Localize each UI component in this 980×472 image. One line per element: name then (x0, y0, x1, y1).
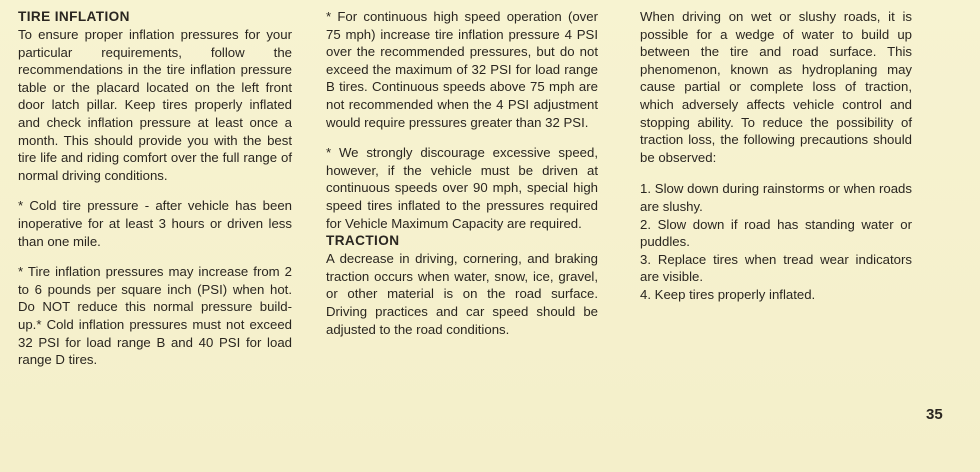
column-hydroplaning (640, 8, 912, 304)
page-number: 35 (926, 406, 943, 423)
paragraph-excessive-speed: * We strongly discourage excessive speed, however, if the vehicle must be driven at continuous speeds over 90 mph, special high speed tires inflated to the pressures required for Vehicle Maximum Capacity are required. (326, 145, 598, 231)
precautions-list (640, 180, 912, 303)
list-item: 4. Keep tires properly inflated. (640, 286, 816, 302)
paragraph-tire-inflation-intro: To ensure proper inflation pressures for your particular requirements, follow the recommendations in the tire inflation pressure table or the placard located on the left front door latch pillar. Keep tires properly inflated and check inflation pressure at least once a month. This should provide you with the best tire life and riding comfort over the full range of normal driving conditions. (18, 27, 292, 183)
paragraph-traction: A decrease in driving, cornering, and braking traction occurs when water, snow, ice, gravel, or other material is on the road surface. Driving practices and car speed should be adjusted to the road conditions. (326, 251, 598, 337)
list-item: 3. Replace tires when tread wear indicators are visible. (640, 251, 912, 285)
paragraph-hydroplaning: When driving on wet or slushy roads, it is possible for a wedge of water to build up between the tire and road surface. This phenomenon, known as hydroplaning may cause partial or complete loss of traction, which adversely affects vehicle control and stopping ability. To reduce the possibility of traction loss, the following precautions should be observed: (640, 9, 912, 165)
list-item: 1. Slow down during rainstorms or when roads are slushy. (640, 181, 912, 214)
heading-traction: TRACTION (326, 233, 400, 249)
heading-tire-inflation: TIRE INFLATION (18, 9, 130, 24)
paragraph-hot-pressure-increase: * Tire inflation pressures may increase from 2 to 6 pounds per square inch (PSI) when hot. Do NOT reduce this normal pressure build-up.* Cold inflation pressures must not exceed 32 PSI for load range B and 40 PSI for load range D tires. (18, 264, 292, 368)
column-high-speed-traction (326, 8, 598, 338)
list-item: 2. Slow down if road has standing water or puddles. (640, 216, 912, 250)
column-tire-inflation (18, 8, 292, 369)
paragraph-cold-tire-pressure: * Cold tire pressure - after vehicle has been inoperative for at least 3 hours or driven less than one mile. (18, 198, 292, 249)
paragraph-high-speed-operation: * For continuous high speed operation (over 75 mph) increase tire inflation pressure 4 PSI over the recommended pressures, but do not exceed the maximum of 32 PSI for load range B tires. Continuous speeds above 75 mph are not recommended when the 4 PSI adjustment would require pressures greater than 32 PSI. (326, 9, 598, 130)
